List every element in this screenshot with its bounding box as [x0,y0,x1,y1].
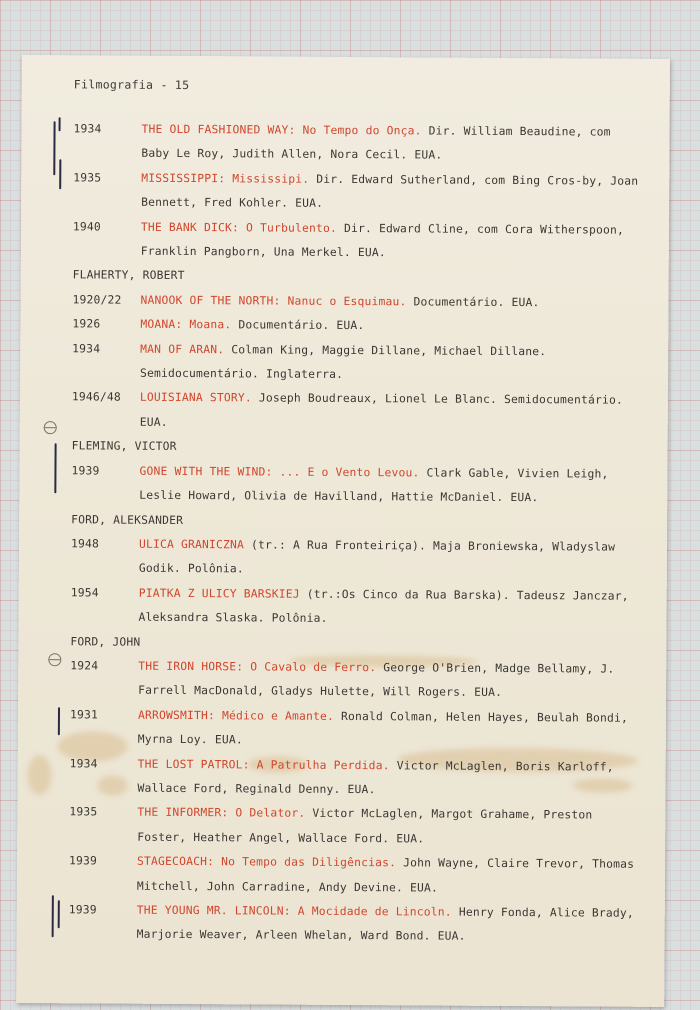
film-description [137,801,637,853]
film-description [139,533,639,585]
film-year: 1939 [68,903,97,917]
film-year: 1926 [72,317,101,331]
film-credits: Henry Fonda, Alice Brady, Marjorie Weaver, Arleen Whelan, Ward Bond. EUA. [136,905,634,944]
film-credits: Dir. Edward Sutherland, com Bing Cros-by, Joan Bennett, Fred Kohler. EUA. [141,172,639,211]
film-description [140,289,640,316]
film-year: 1924 [70,659,99,673]
margin-mark [52,895,54,937]
film-title: THE BANK DICK: O Turbulento. [140,220,338,235]
circle-mark-icon [44,421,57,434]
film-title: MAN OF ARAN. [140,342,225,356]
film-title: THE INFORMER: O Delator. [137,806,306,821]
film-entry [69,752,637,804]
film-title: NANOOK OF THE NORTH: Nanuc o Esquimau. [140,293,407,309]
film-title: ARROWSMITH: Médico e Amante. [137,708,335,723]
film-entry [70,703,638,755]
film-year: 1939 [71,463,100,478]
film-entry [72,386,640,438]
film-entry [69,849,637,901]
film-credits: (tr.:Os Cinco da Rua Barska). Tadeusz Janczar, Aleksandra Slaska. Polônia. [138,587,629,626]
film-entry [72,337,640,389]
film-credits: Victor McLaglen, Margot Grahame, Preston Foster, Heather Angel, Wallace Ford. EUA. [137,807,593,846]
film-entry [69,898,637,950]
film-description [137,899,637,951]
stain [27,755,51,795]
film-entry [72,288,640,316]
film-credits: Dir. William Beaudine, com Baby Le Roy, Judith Allen, Nora Cecil. EUA. [141,124,611,162]
film-credits: Victor McLaglen, Boris Karloff, Wallace Ford, Reginald Denny. EUA. [137,758,614,797]
film-description [138,655,638,707]
filmography-list [69,117,642,950]
film-description [141,167,641,219]
film-credits: Ronald Colman, Helen Hayes, Beulah Bondi, Myrna Loy. EUA. [137,709,629,747]
film-title: MOANA: Moana. [140,317,232,332]
film-entry [73,215,641,267]
film-description [140,337,640,389]
film-title: PIATKA Z ULICY BARSKIEJ [138,586,300,601]
film-description [139,459,639,511]
film-credits: Clark Gable, Vivien Leigh, Leslie Howard, Olivia de Havilland, Hattie McDaniel. EUA. [139,466,609,505]
film-credits: (tr.: A Rua Fronteiriça). Maja Broniewska, Wladyslaw Godik. Polônia. [138,538,616,576]
margin-mark [58,900,60,928]
film-credits: Documentário. EUA. [406,295,540,310]
film-entry [69,801,637,853]
film-year: 1935 [73,171,102,185]
film-entry [72,313,640,341]
director-heading: FLEMING, VICTOR [71,439,177,454]
director-heading: FLAHERTY, ROBERT [72,268,185,283]
director-heading: FORD, ALEKSANDER [71,512,184,527]
document-page [16,55,670,1007]
circle-mark-icon [48,653,61,666]
film-title: GONE WITH THE WIND: ... E o Vento Levou. [139,464,420,480]
film-description [140,386,640,438]
film-description [141,215,641,267]
film-year: 1931 [69,708,99,722]
film-year: 1948 [70,537,100,551]
film-year: 1934 [73,122,102,136]
director-heading: FORD, JOHN [70,634,141,649]
film-title: LOUISIANA STORY. [139,391,252,405]
film-description [137,752,637,804]
film-description [141,118,641,170]
film-entry [70,654,638,706]
film-credits: George O'Brien, Madge Bellamy, J. Farrell MacDonald, Gladys Hulette, Will Rogers. EUA. [138,661,615,700]
film-description [138,581,638,633]
film-year: 1940 [72,219,102,234]
film-credits: Documentário. EUA. [231,318,365,333]
film-description [137,850,637,902]
film-year: 1920/22 [72,293,122,307]
margin-mark [59,117,61,131]
film-title: THE YOUNG MR. LINCOLN: A Mocidade de Lincoln. [136,903,452,919]
film-year: 1954 [70,586,99,600]
film-year: 1934 [72,341,101,356]
film-entry [71,532,639,584]
film-entry [71,459,639,511]
margin-mark [59,159,61,189]
film-credits: Dir. Edward Cline, com Cora Witherspoon, Franklin Pangborn, Una Merkel. EUA. [140,221,625,260]
film-title: THE OLD FASHIONED WAY: No Tempo do Onça. [141,122,422,138]
film-entry [70,581,638,633]
page-header: Filmografia - 15 [73,77,190,93]
film-title: THE IRON HORSE: O Cavalo de Ferro. [138,659,377,675]
film-year: 1939 [69,854,98,868]
film-credits: Joseph Boudreaux, Lionel Le Blanc. Semidocumentário. EUA. [139,391,624,429]
film-title: STAGECOACH: No Tempo das Diligências. [137,854,397,870]
margin-mark [58,707,60,735]
film-year: 1934 [69,756,98,771]
film-title: THE LOST PATROL: A Patrulha Perdida. [137,757,390,772]
film-year: 1935 [69,805,98,819]
film-description [138,703,638,755]
film-entry [73,117,641,169]
film-title: ULICA GRANICZNA [138,537,245,552]
film-credits: John Wayne, Claire Trevor, Thomas Mitchell, John Carradine, Andy Devine. EUA. [136,856,635,895]
film-title: MISSISSIPPI: Mississipi. [141,171,310,186]
margin-mark [54,443,56,493]
film-description [140,313,640,340]
film-year: 1946/48 [71,390,121,405]
margin-mark [53,121,55,175]
film-credits: Colman King, Maggie Dillane, Michael Dillane. Semidocumentário. Inglaterra. [140,342,547,382]
film-entry [73,166,641,218]
